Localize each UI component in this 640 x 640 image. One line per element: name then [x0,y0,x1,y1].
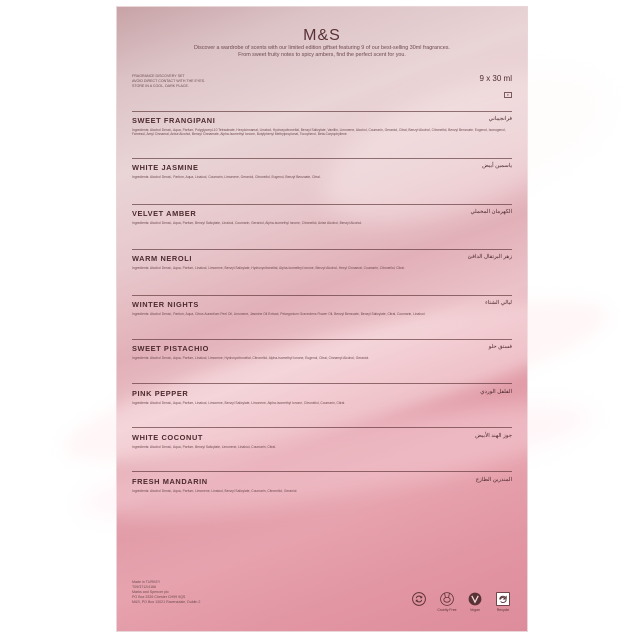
estimated-sign-badge: e [504,92,512,98]
scent-arabic-name: زهر البرتقال الدافئ [467,254,512,260]
footer-info [132,580,272,605]
scent-name: WHITE COCONUT [132,433,204,442]
scent-ingredients: Ingredients: Alcohol Denat., Aqua, Parfum, Linalool, Limonene, Hydroxycitronellal, Citronellol, Alpha-Isomethyl Ionone, Eugenol, Citral, Cinnamyl Alcohol, Geraniol. [132,356,370,360]
scent-ingredients: Ingredients: Alcohol Denat., Aqua, Parfum, Linalool, Limonene, Benzyl Salicylate, Limonene, Alpha-Isomethyl Ionone, Citronellol, Coumarin, Citral. [132,401,346,405]
scent-arabic-name: المندرين الطازج [475,477,512,483]
divider [132,427,512,428]
product-meta [132,74,252,89]
scent-name: FRESH MANDARIN [132,477,208,486]
recycle-icon [492,591,514,612]
address-line: Marks and Spencer plc [132,590,169,594]
vegan-label: Vegan [470,608,480,612]
storage-text: STORE IN A COOL, DARK PLACE. [132,84,189,88]
divider [132,383,512,384]
brand-logo: M&S [303,27,341,44]
divider [132,111,512,112]
origin-text: Made in TURKEY [132,580,161,584]
product-box-back [116,6,528,632]
vegan-icon [464,591,486,612]
recycle-cycle-icon [408,591,430,612]
intro-text [136,45,508,59]
scent-ingredients: Ingredients: Alcohol Denat., Aqua, Parfum, Benzyl Salicylate, Limonene, Linalool, Coumarin, Citral. [132,445,277,449]
scent-name: WHITE JASMINE [132,163,199,172]
divider [132,204,512,205]
scent-name: VELVET AMBER [132,209,197,218]
scent-name: PINK PEPPER [132,389,189,398]
scent-name: WINTER NIGHTS [132,300,199,309]
scent-arabic-name: ياسمين أبيض [482,163,512,169]
scent-name: WARM NEROLI [132,254,192,263]
batch-code: T09/3712/4166 [132,585,157,589]
certification-icons [408,591,514,612]
scent-ingredients: Ingredients: Alcohol Denat., Aqua, Parfum, Polyglyceryl-10 Tetraoleate, Hexylcinnamal, Linalool, Hydroxycitronellal, Benzyl Salicylate, Vanillin, Limonene, Alcohol, Coumarin, Geraniol, Citral, Benzyl Alcohol, Citronellol, Benzyl Benzoate, Eugenol, Isoeugenol, Farnesol, Amyl Cinnamal, Anise Alcohol, Benzyl Cinnamate, Alpha-Isomethyl Ionone, Butylphenyl Methylpropional, Tocopherol, Beta-Caryophyllene [132,128,506,137]
scent-arabic-name: الكهرمان المخملي [470,209,512,215]
address-line: PO Box 3339 Chester CH99 9QS [132,595,186,599]
scent-ingredients: Ingredients: Alcohol Denat., Aqua, Parfum, Linalool, Limonene, Benzyl Salicylate, Hydroxycitronellal, Alpha-Isomethyl Ionone, Benzyl Alcohol, Hexyl Cinnamal, Coumarin, Citronellol, Citral. [132,266,405,270]
scent-arabic-name: جوز الهند الأبيض [475,433,512,439]
scent-ingredients: Ingredients: Alcohol Denat., Aqua, Parfum, Benzyl Salicylate, Linalool, Coumarin, Geraniol, Alpha-Isomethyl Ionone, Citronellol, Anise Alcohol, Benzyl Alcohol. [132,221,362,225]
intro-line-2: From sweet fruity notes to spicy ambers, find the perfect scent for you. [238,52,406,58]
divider [132,339,512,340]
scent-arabic-name: ليالي الشتاء [485,300,512,306]
divider [132,249,512,250]
divider [132,295,512,296]
scent-arabic-name: الفلفل الوردي [480,389,512,395]
scent-name: SWEET FRANGIPANI [132,116,216,125]
scent-ingredients: Ingredients: Alcohol Denat., Parfum, Aqua, Linalool, Coumarin, Limonene, Geraniol, Citronellol, Eugenol, Benzyl Benzoate, Citral. [132,175,321,179]
address-line: M&S, PO Box 13021 Ravensdale, Dublin 2 [132,600,201,604]
cruelty-free-icon [436,591,458,612]
cruelty-free-label: Cruelty Free [437,608,457,612]
scent-arabic-name: فرانجيباني [488,116,512,122]
scent-ingredients: Ingredients: Alcohol Denat., Parfum, Aqua, Citrus Aurantium Peel Oil, Limonene, Jasmine Oil Extract, Pelargonium Graveolens Flower Oil, Benzyl Benzoate, Benzyl Salicylate, Citral, Coumarin, Linalool. [132,312,426,316]
scent-name: SWEET PISTACHIO [132,344,210,353]
intro-line-1: Discover a wardrobe of scents with our limited edition giftset featuring 9 of our best-selling 30ml fragrances. [194,45,450,51]
product-name: FRAGRANCE DISCOVERY SET [132,74,185,78]
size-label: 9 x 30 ml [479,74,512,83]
divider [132,158,512,159]
recycle-label: Recycle [496,608,510,612]
scent-arabic-name: فستق حلو [488,344,512,350]
size-info [480,74,512,101]
scent-ingredients: Ingredients: Alcohol Denat., Aqua, Parfum, Limonene, Linalool, Benzyl Salicylate, Coumarin, Citronellol, Geraniol. [132,489,298,493]
divider [132,471,512,472]
warning-text: AVOID DIRECT CONTACT WITH THE EYES. [132,79,206,83]
